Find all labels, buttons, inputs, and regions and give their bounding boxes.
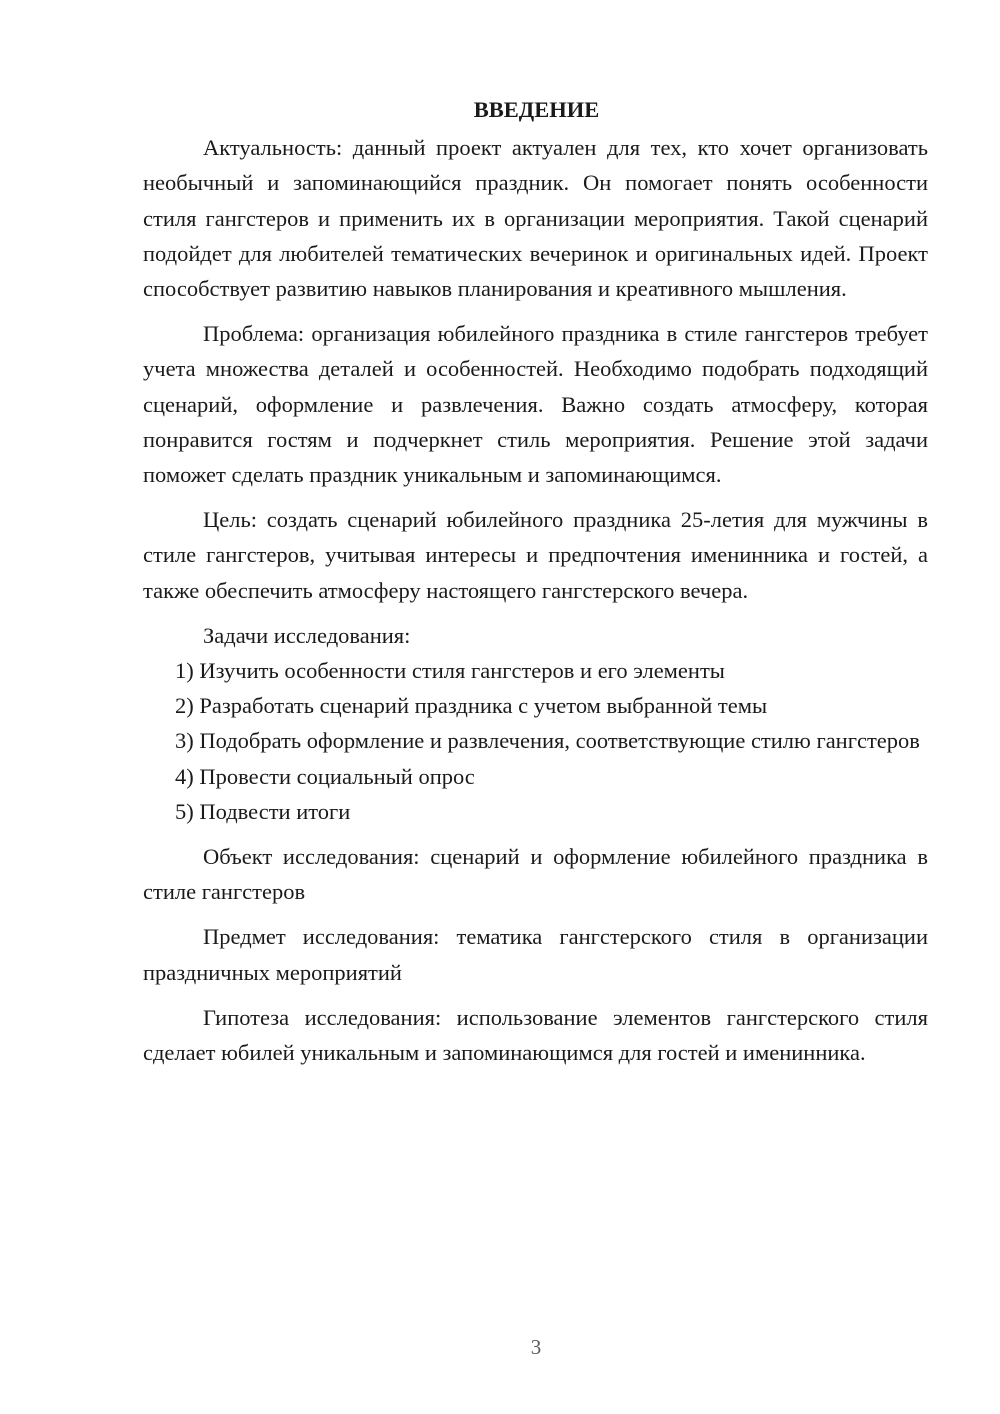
problem-paragraph: Проблема: организация юбилейного праздника в стиле гангстеров требует учета множества деталей и особенностей. Необходимо подобрать подходящий сценарий, оформление и развлечения. Важно создать атмосферу, которая понравится гостям и подчеркнет стиль мероприятия. Решение этой задачи поможет сделать праздник уникальным и запоминающимся. [143,321,928,488]
relevance-paragraph: Актуальность: данный проект актуален для тех, кто хочет организовать необычный и запоминающийся праздник. Он помогает понять особенности стиля гангстеров и применить их в организации мероприятия. Такой сценарий подойдет для любителей тематических вечеринок и оригинальных идей. Проект способствует развитию навыков планирования и креативного мышления. [143,135,928,302]
tasks-heading: Задачи исследования: [203,622,411,648]
object-paragraph: Объект исследования: сценарий и оформление юбилейного праздника в стиле гангстеров [143,844,928,905]
page-title: ВВЕДЕНИЕ [473,97,600,122]
task-item-2: 2) Разработать сценарий праздника с учетом выбранной темы [175,693,768,719]
task-item-5: 5) Подвести итоги [175,798,351,824]
task-item-3: 3) Подобрать оформление и развлечения, соответствующие стилю гангстеров [175,728,920,754]
task-item-4: 4) Провести социальный опрос [175,763,475,789]
subject-paragraph: Предмет исследования: тематика гангстерского стиля в организации праздничных мероприятий [143,924,928,985]
page-number: 3 [530,1335,542,1359]
document-body [143,92,928,1070]
task-item-1: 1) Изучить особенности стиля гангстеров и его элементы [175,658,725,684]
hypothesis-paragraph: Гипотеза исследования: использование элементов гангстерского стиля сделает юбилей уникальным и запоминающимся для гостей и именинника. [143,1004,928,1066]
goal-paragraph: Цель: создать сценарий юбилейного праздника 25-летия для мужчины в стиле гангстеров, учитывая интересы и предпочтения именинника и гостей, а также обеспечить атмосферу настоящего гангстерского вечера. [143,507,928,603]
